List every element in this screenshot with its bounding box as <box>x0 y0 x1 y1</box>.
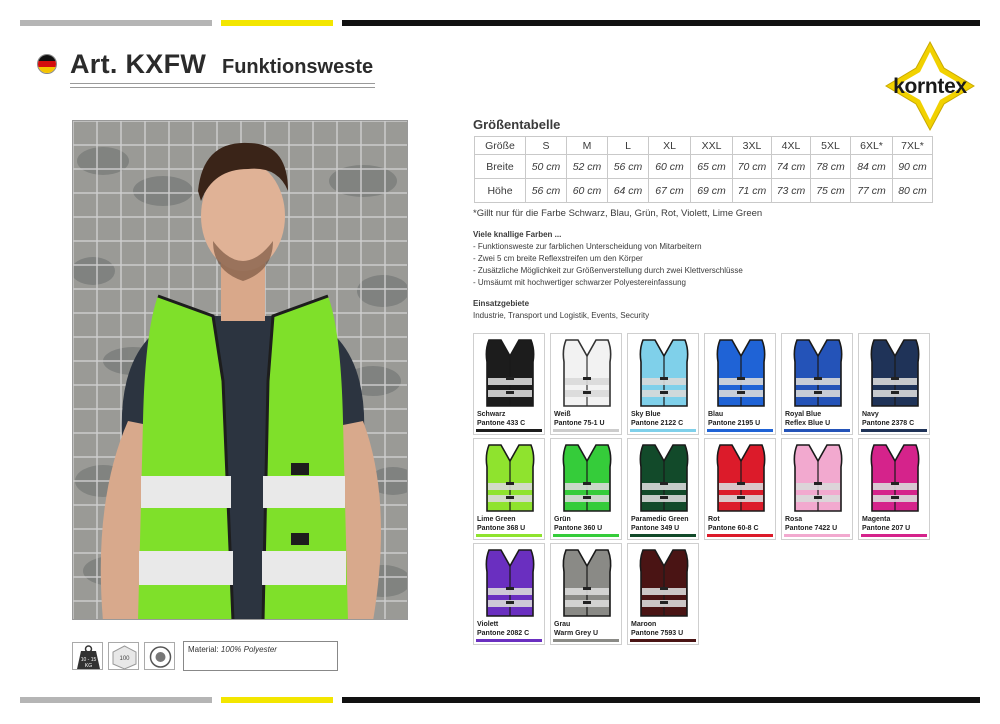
color-swatch <box>550 333 622 435</box>
color-name: Navy <box>862 411 879 418</box>
size-header-row <box>475 137 933 155</box>
color-strip <box>861 429 927 432</box>
feature-item: - Umsäumt mit hochwertiger schwarzer Polyestereinfassung <box>473 278 686 288</box>
color-name: Rosa <box>785 516 803 523</box>
product-photo <box>72 120 408 620</box>
swatch-label <box>785 411 830 428</box>
color-swatch <box>473 438 545 540</box>
feature-item: - Zwei 5 cm breite Reflexstreifen um den Körper <box>473 254 643 264</box>
svg-text:100: 100 <box>119 656 130 662</box>
color-strip <box>630 429 696 432</box>
color-strip <box>476 534 542 537</box>
swatch-label <box>708 516 759 533</box>
german-flag-icon <box>37 54 57 74</box>
size-cell: 75 cm <box>811 179 851 203</box>
size-cell: 60 cm <box>649 155 691 179</box>
color-swatch <box>781 333 853 435</box>
polyester-icon <box>108 642 139 670</box>
bottom-bar-black <box>342 697 980 703</box>
swatch-label <box>554 411 605 428</box>
color-name: Maroon <box>631 621 657 628</box>
title-rule <box>70 83 375 84</box>
size-cell: 84 cm <box>851 155 893 179</box>
logo-wordmark: korntex <box>893 75 967 98</box>
color-name: Schwarz <box>477 411 506 418</box>
size-row-label: Höhe <box>475 179 526 203</box>
size-cell: 69 cm <box>691 179 733 203</box>
pantone-code: Pantone 360 U <box>554 524 603 532</box>
pantone-code: Pantone 207 U <box>862 524 911 532</box>
usage-areas <box>473 298 649 322</box>
swatch-label <box>477 411 525 428</box>
pantone-code: Pantone 433 C <box>477 419 526 427</box>
color-name: Violett <box>477 621 499 628</box>
color-strip <box>707 429 773 432</box>
size-cell: 74 cm <box>772 155 811 179</box>
korntex-logo <box>884 40 976 132</box>
bottom-bar-grey <box>20 697 212 703</box>
size-header-cell: 3XL <box>733 137 772 155</box>
vest-icon <box>868 338 922 408</box>
size-header-cell: S <box>526 137 567 155</box>
article-number: Art. KXFW <box>70 49 207 79</box>
color-swatch <box>704 333 776 435</box>
pantone-code: Pantone 2082 C <box>477 629 530 637</box>
size-cell: 77 cm <box>851 179 893 203</box>
vest-icon <box>637 338 691 408</box>
size-cell: 56 cm <box>608 155 649 179</box>
material-label: Material: <box>188 645 219 654</box>
swatch-label <box>631 411 683 428</box>
color-strip <box>784 534 850 537</box>
vest-icon <box>560 443 614 513</box>
size-row-breite <box>475 155 933 179</box>
size-cell: 73 cm <box>772 179 811 203</box>
pantone-code: Pantone 7422 U <box>785 524 838 532</box>
color-strip <box>784 429 850 432</box>
color-name: Magenta <box>862 516 891 523</box>
bottom-bar-yellow <box>221 697 333 703</box>
size-header-cell: 6XL* <box>851 137 893 155</box>
size-cell: 56 cm <box>526 179 567 203</box>
color-swatch <box>473 333 545 435</box>
color-strip <box>553 639 619 642</box>
pantone-code: Pantone 2378 C <box>862 419 915 427</box>
size-cell: 64 cm <box>608 179 649 203</box>
swatch-label <box>631 621 683 638</box>
usage-text: Industrie, Transport und Logistik, Events, Security <box>473 311 650 320</box>
color-name: Weiß <box>554 411 571 418</box>
size-table <box>474 136 933 203</box>
vest-icon <box>791 338 845 408</box>
vest-icon <box>714 338 768 408</box>
vest-icon <box>868 443 922 513</box>
size-header-cell: XL <box>649 137 691 155</box>
color-strip <box>707 534 773 537</box>
color-name: Blau <box>708 411 724 418</box>
color-strip <box>476 429 542 432</box>
size-header-cell: M <box>567 137 608 155</box>
vest-icon <box>560 338 614 408</box>
material-value: 100% Polyester <box>220 645 277 654</box>
size-header-cell: XXL <box>691 137 733 155</box>
vest-icon <box>483 548 537 618</box>
color-name: Paramedic Green <box>631 516 689 523</box>
size-cell: 65 cm <box>691 155 733 179</box>
color-name: Grün <box>554 516 571 523</box>
top-bar-black <box>342 20 980 26</box>
color-swatch <box>550 438 622 540</box>
color-strip <box>553 534 619 537</box>
pantone-code: Pantone 2195 U <box>708 419 761 427</box>
feature-list <box>473 229 743 289</box>
color-strip <box>553 429 619 432</box>
pantone-code: Pantone 60-8 C <box>708 524 759 532</box>
size-cell: 70 cm <box>733 155 772 179</box>
size-header-cell: 4XL <box>772 137 811 155</box>
color-name: Lime Green <box>477 516 516 523</box>
vest-icon <box>637 443 691 513</box>
pantone-code: Pantone 75-1 U <box>554 419 605 427</box>
top-bar-grey <box>20 20 212 26</box>
swatch-label <box>785 516 837 533</box>
title-rule-2 <box>70 87 375 88</box>
color-name: Grau <box>554 621 571 628</box>
swatch-label <box>631 516 689 533</box>
size-row-label: Breite <box>475 155 526 179</box>
size-cell: 60 cm <box>567 179 608 203</box>
pantone-code: Warm Grey U <box>554 629 599 637</box>
size-cell: 90 cm <box>893 155 933 179</box>
size-cell: 67 cm <box>649 179 691 203</box>
size-cell: 50 cm <box>526 155 567 179</box>
color-swatch <box>858 333 930 435</box>
size-row-hoehe <box>475 179 933 203</box>
size-cell: 78 cm <box>811 155 851 179</box>
vest-icon <box>791 443 845 513</box>
weight-icon <box>72 642 103 670</box>
color-swatch <box>473 543 545 645</box>
size-header-cell: L <box>608 137 649 155</box>
swatch-label <box>554 516 602 533</box>
size-cell: 71 cm <box>733 179 772 203</box>
feature-item: - Zusätzliche Möglichkeit zur Größenverstellung durch zwei Klettverschlüsse <box>473 266 743 276</box>
vest-icon <box>483 443 537 513</box>
swatch-label <box>477 621 529 638</box>
size-header-cell: Größe <box>475 137 526 155</box>
vest-icon <box>560 548 614 618</box>
usage-heading: Einsatzgebiete <box>473 299 530 308</box>
color-name: Royal Blue <box>785 411 822 418</box>
size-table-title: Größentabelle <box>473 117 561 132</box>
product-name: Funktionsweste <box>222 56 374 78</box>
model-wearing-vest-image <box>73 121 408 620</box>
color-name: Rot <box>708 516 720 523</box>
pantone-code: Pantone 349 U <box>631 524 680 532</box>
color-swatch <box>704 438 776 540</box>
vest-icon <box>483 338 537 408</box>
color-swatch <box>781 438 853 540</box>
swatch-label <box>477 516 525 533</box>
color-strip <box>630 639 696 642</box>
color-swatch <box>550 543 622 645</box>
pantone-code: Pantone 2122 C <box>631 419 684 427</box>
color-name: Sky Blue <box>631 411 661 418</box>
feature-heading: Viele knallige Farben ... <box>473 230 562 239</box>
color-swatch <box>627 333 699 435</box>
swatch-label <box>708 411 760 428</box>
size-header-cell: 7XL* <box>893 137 933 155</box>
swatch-label <box>862 516 910 533</box>
oeko-badge-icon <box>144 642 175 670</box>
size-footnote: *Gillt nur für die Farbe Schwarz, Blau, Grün, Rot, Violett, Lime Green <box>473 208 763 219</box>
color-strip <box>861 534 927 537</box>
feature-item: - Funktionsweste zur farblichen Unterscheidung von Mitarbeitern <box>473 242 702 252</box>
color-swatch <box>858 438 930 540</box>
top-bar-yellow <box>221 20 333 26</box>
swatch-label <box>554 621 598 638</box>
pantone-code: Reflex Blue U <box>785 419 831 427</box>
swatch-label <box>862 411 914 428</box>
svg-text:KG: KG <box>84 663 93 669</box>
color-swatch <box>627 438 699 540</box>
pantone-code: Pantone 368 U <box>477 524 526 532</box>
svg-text:10 - 15: 10 - 15 <box>80 657 97 663</box>
vest-icon <box>637 548 691 618</box>
size-cell: 52 cm <box>567 155 608 179</box>
size-header-cell: 5XL <box>811 137 851 155</box>
vest-icon <box>714 443 768 513</box>
color-strip <box>630 534 696 537</box>
color-strip <box>476 639 542 642</box>
pantone-code: Pantone 7593 U <box>631 629 684 637</box>
material-box <box>183 641 338 671</box>
size-cell: 80 cm <box>893 179 933 203</box>
color-swatch <box>627 543 699 645</box>
